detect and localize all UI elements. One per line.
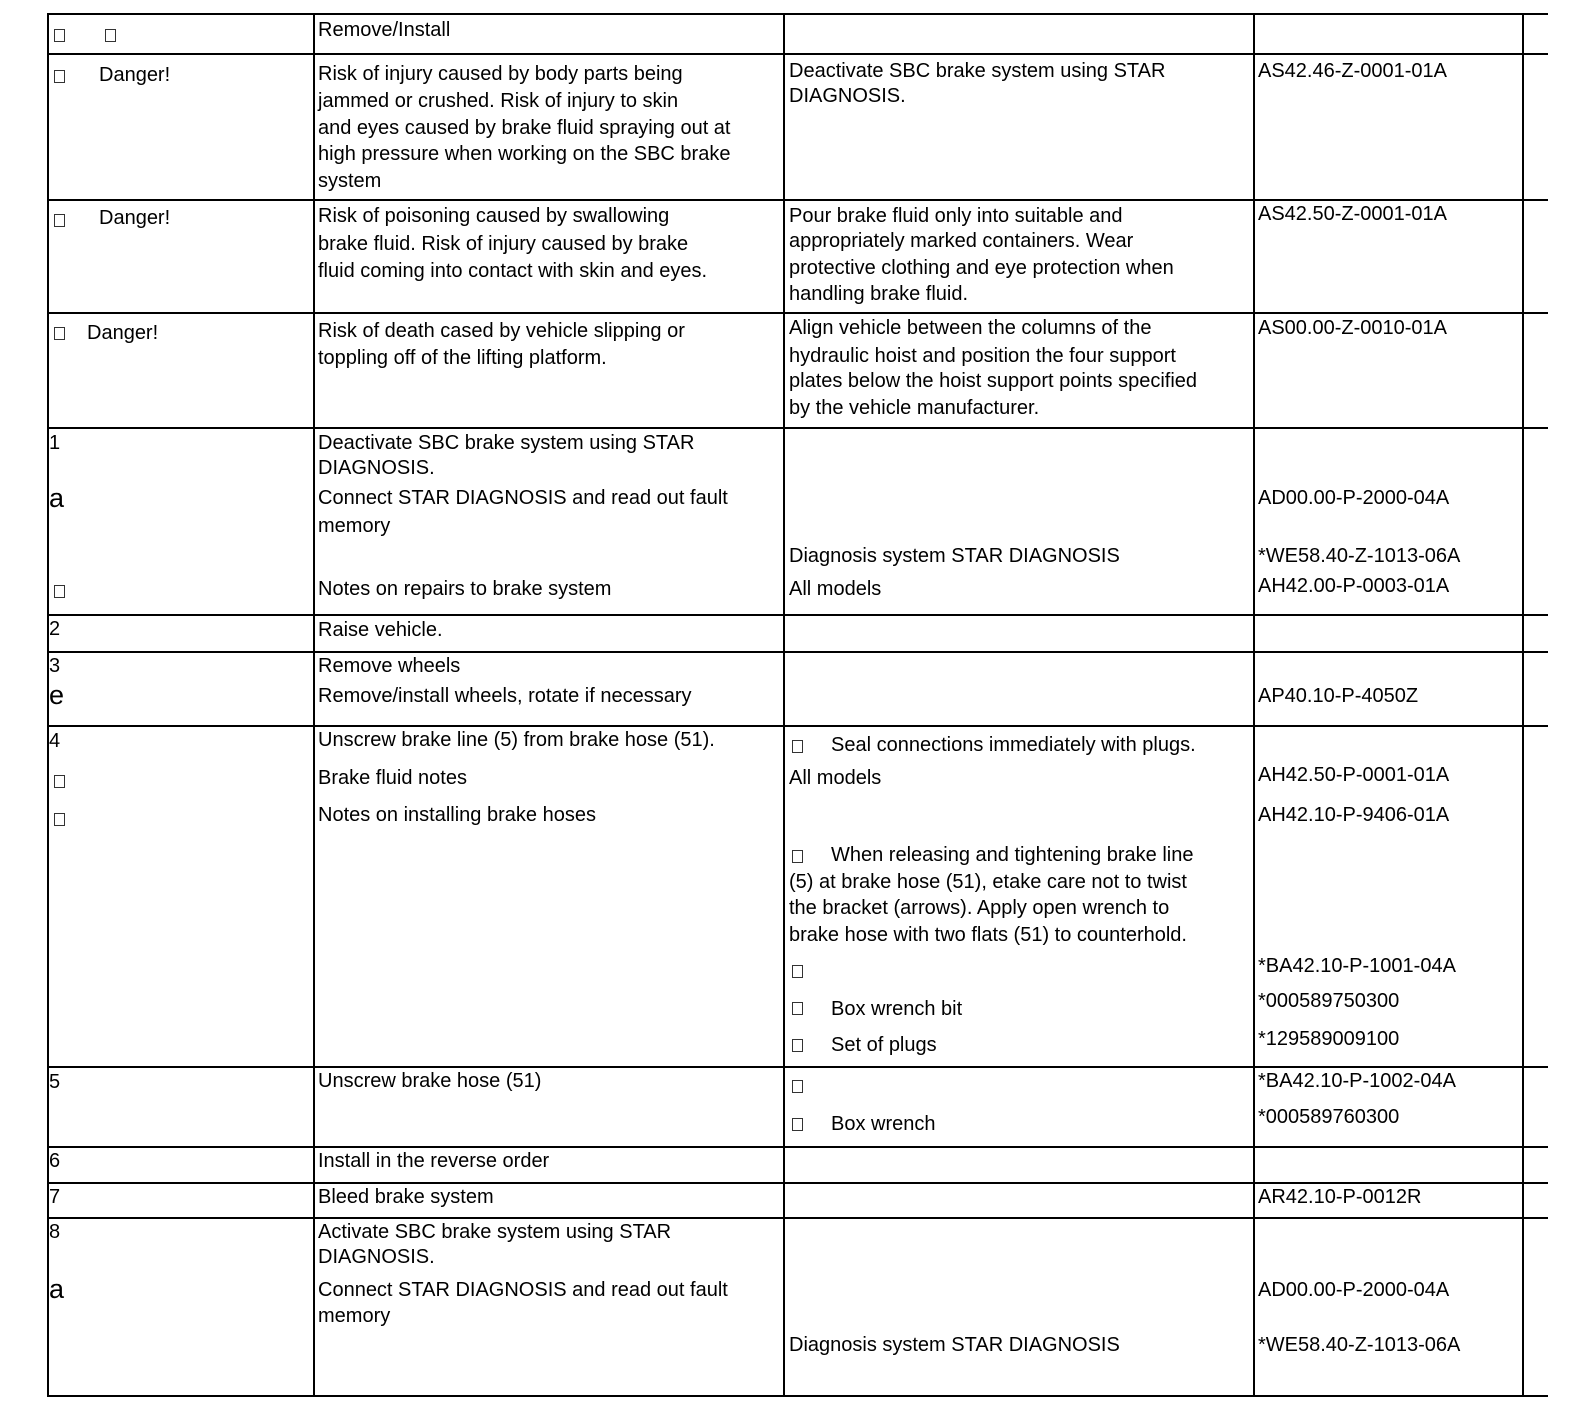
substep-action: Connect STAR DIAGNOSIS and read out fault <box>318 1279 728 1301</box>
step-action: Activate SBC brake system using STAR <box>318 1221 672 1243</box>
tool-ref-link[interactable]: *000589750300 <box>1258 990 1400 1012</box>
substep-label: a <box>49 1274 65 1304</box>
document-ref-link[interactable]: *BA42.10-P-1001-04A <box>1258 955 1456 977</box>
step-number: 5 <box>49 1071 61 1093</box>
step-number: 6 <box>49 1150 61 1172</box>
risk-text: Risk of death cased by vehicle slipping or <box>318 320 685 342</box>
tool-ref-link[interactable]: *WE58.40-Z-1013-06A <box>1258 545 1461 567</box>
step-action: Deactivate SBC brake system using STAR <box>318 432 695 454</box>
column-divider <box>313 13 315 1397</box>
document-ref-link[interactable]: AH42.10-P-9406-01A <box>1258 804 1450 826</box>
row-divider <box>47 614 1548 616</box>
document-ref-link[interactable]: AS00.00-Z-0010-01A <box>1258 317 1448 339</box>
row-divider <box>47 1217 1548 1219</box>
substep-label: a <box>49 483 65 513</box>
measure-text: hydraulic hoist and position the four support <box>789 345 1176 367</box>
risk-text: Risk of injury caused by body parts being <box>318 63 683 85</box>
step-action: Install in the reverse order <box>318 1150 550 1172</box>
notes-text: All models <box>789 578 882 600</box>
step-number: 2 <box>49 618 61 640</box>
step-action: Remove wheels <box>318 655 461 677</box>
measure-text: handling brake fluid. <box>789 283 969 305</box>
warning-icon <box>54 327 65 340</box>
risk-text: high pressure when working on the SBC brake <box>318 143 731 165</box>
risk-text: Risk of poisoning caused by swallowing <box>318 205 670 227</box>
step-number: 3 <box>49 655 61 677</box>
caution-text: (5) at brake hose (51), etake care not to twist <box>789 871 1187 893</box>
caution-text: brake hose with two flats (51) to counterhold. <box>789 924 1187 946</box>
caution-text: the bracket (arrows). Apply open wrench to <box>789 897 1170 919</box>
document-ref-link[interactable]: AD00.00-P-2000-04A <box>1258 487 1450 509</box>
risk-text: system <box>318 170 382 192</box>
step-action: DIAGNOSIS. <box>318 1246 435 1268</box>
notes-action: Notes on repairs to brake system <box>318 578 612 600</box>
tool-name: Box wrench <box>831 1113 936 1135</box>
tool-icon <box>792 1118 803 1131</box>
tool-text: Diagnosis system STAR DIAGNOSIS <box>789 545 1120 567</box>
tool-text: Diagnosis system STAR DIAGNOSIS <box>789 1334 1120 1356</box>
row-divider <box>47 53 1548 55</box>
seal-note: Seal connections immediately with plugs. <box>831 734 1196 756</box>
step-number: 8 <box>49 1221 61 1243</box>
measure-text: plates below the hoist support points specified <box>789 370 1198 392</box>
header-action: Remove/Install <box>318 19 451 41</box>
substep-label: e <box>49 680 65 710</box>
row-divider <box>47 312 1548 314</box>
step-action: DIAGNOSIS. <box>318 457 435 479</box>
measure-text: protective clothing and eye protection when <box>789 257 1174 279</box>
substep-action: Connect STAR DIAGNOSIS and read out fault <box>318 487 728 509</box>
measure-text: by the vehicle manufacturer. <box>789 397 1040 419</box>
step-action: Bleed brake system <box>318 1186 494 1208</box>
risk-text: jammed or crushed. Risk of injury to skin <box>318 90 679 112</box>
caution-icon <box>792 850 803 863</box>
hoses-action: Notes on installing brake hoses <box>318 804 596 826</box>
tool-ref-link[interactable]: *000589760300 <box>1258 1106 1400 1128</box>
document-ref-link[interactable]: AS42.46-Z-0001-01A <box>1258 60 1448 82</box>
danger-label: Danger! <box>99 207 171 229</box>
document-ref-link[interactable]: AS42.50-Z-0001-01A <box>1258 203 1448 225</box>
document-ref-link[interactable]: *BA42.10-P-1002-04A <box>1258 1070 1456 1092</box>
measure-text: Pour brake fluid only into suitable and <box>789 205 1123 227</box>
substep-action: memory <box>318 515 391 537</box>
risk-text: toppling off of the lifting platform. <box>318 347 607 369</box>
tool-ref-link[interactable]: *129589009100 <box>1258 1028 1400 1050</box>
tool-icon <box>792 1080 803 1093</box>
note-icon <box>54 585 65 598</box>
document-ref-link[interactable]: AH42.50-P-0001-01A <box>1258 764 1450 786</box>
danger-label: Danger! <box>99 64 171 86</box>
tool-icon <box>792 1039 803 1052</box>
document-ref-link[interactable]: AR42.10-P-0012R <box>1258 1186 1422 1208</box>
warning-icon <box>54 214 65 227</box>
column-divider <box>783 13 785 1397</box>
row-divider <box>47 427 1548 429</box>
tool-ref-link[interactable]: *WE58.40-Z-1013-06A <box>1258 1334 1461 1356</box>
fluid-note: All models <box>789 767 882 789</box>
document-ref-link[interactable]: AP40.10-P-4050Z <box>1258 685 1419 707</box>
checkbox-icon <box>105 29 116 42</box>
note-icon <box>792 740 803 753</box>
warning-icon <box>54 70 65 83</box>
measure-text: Align vehicle between the columns of the <box>789 317 1152 339</box>
step-number: 4 <box>49 730 61 752</box>
measure-text: appropriately marked containers. Wear <box>789 230 1134 252</box>
note-icon <box>54 813 65 826</box>
measure-text: Deactivate SBC brake system using STAR <box>789 60 1166 82</box>
tool-icon <box>792 965 803 978</box>
row-divider <box>47 13 1548 15</box>
risk-text: brake fluid. Risk of injury caused by brake <box>318 233 689 255</box>
document-ref-link[interactable]: AD00.00-P-2000-04A <box>1258 1279 1450 1301</box>
row-divider <box>47 651 1548 653</box>
substep-action: memory <box>318 1305 391 1327</box>
note-icon <box>54 775 65 788</box>
column-divider <box>1253 13 1255 1397</box>
row-divider <box>47 1395 1548 1397</box>
risk-text: fluid coming into contact with skin and eyes. <box>318 260 708 282</box>
step-action: Raise vehicle. <box>318 619 443 641</box>
danger-label: Danger! <box>87 322 159 344</box>
document-ref-link[interactable]: AH42.00-P-0003-01A <box>1258 575 1450 597</box>
step-action: Unscrew brake line (5) from brake hose (51). <box>318 729 715 751</box>
step-number: 1 <box>49 432 61 454</box>
tool-icon <box>792 1002 803 1015</box>
fluid-action: Brake fluid notes <box>318 767 467 789</box>
row-divider <box>47 725 1548 727</box>
risk-text: and eyes caused by brake fluid spraying out at <box>318 117 731 139</box>
column-divider <box>1522 13 1524 1397</box>
checkbox-icon <box>54 29 65 42</box>
caution-text: When releasing and tightening brake line <box>831 844 1194 866</box>
tool-name: Set of plugs <box>831 1034 937 1056</box>
measure-text: DIAGNOSIS. <box>789 85 906 107</box>
step-action: Unscrew brake hose (51) <box>318 1070 542 1092</box>
substep-action: Remove/install wheels, rotate if necessary <box>318 685 692 707</box>
row-divider <box>47 1146 1548 1148</box>
step-number: 7 <box>49 1186 61 1208</box>
procedure-table <box>47 13 1548 1397</box>
tool-name: Box wrench bit <box>831 998 963 1020</box>
